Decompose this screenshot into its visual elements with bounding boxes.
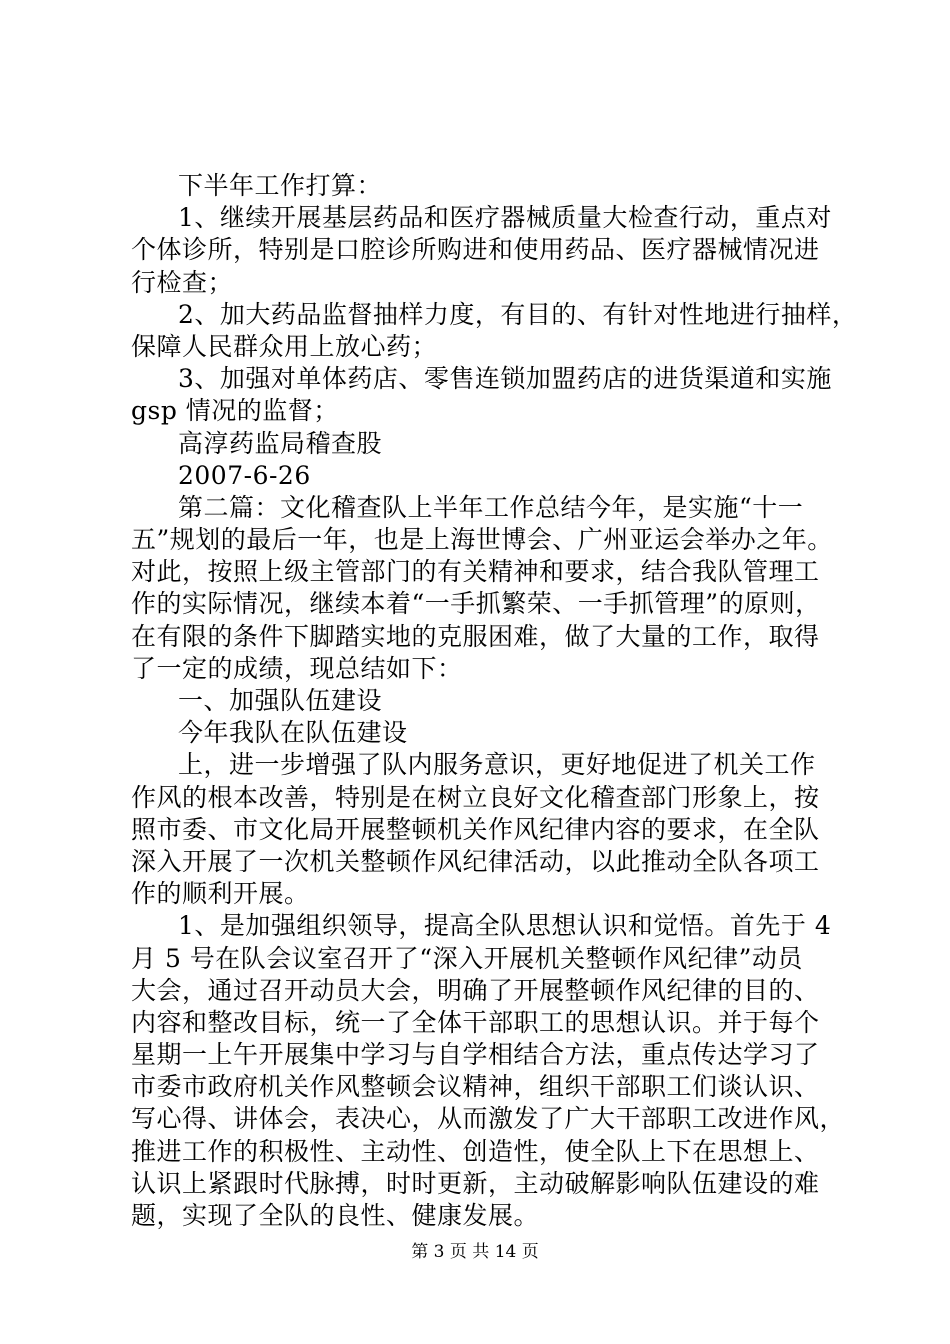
paragraph-line: 深入开展了一次机关整顿作风纪律活动，以此推动全队各项工 [131,846,820,876]
paragraph-line: 照市委、市文化局开展整顿机关作风纪律内容的要求，在全队 [131,814,820,844]
date-line: 2007-6-26 [178,460,311,490]
paragraph-line: 内容和整改目标，统一了全体干部职工的思想认识。并于每个 [131,1007,820,1037]
paragraph-line: 对此，按照上级主管部门的有关精神和要求，结合我队管理工 [131,557,820,587]
paragraph-line: 在有限的条件下脚踏实地的克服困难，做了大量的工作，取得 [131,621,820,651]
paragraph-line: 今年我队在队伍建设 [178,718,408,748]
paragraph-line: 了一定的成绩，现总结如下： [131,653,463,683]
document-body [131,170,858,1232]
paragraph-line: 保障人民群众用上放心药； [131,331,438,361]
paragraph-line: 星期一上午开展集中学习与自学相结合方法，重点传达学习了 [131,1040,820,1070]
signature-line: 高淳药监局稽查股 [178,428,383,458]
paragraph-line: 2、加大药品监督抽样力度，有目的、有针对性地进行抽样， [178,299,858,329]
paragraph-line: 3、加强对单体药店、零售连锁加盟药店的进货渠道和实施 [178,364,832,394]
paragraph-line: 大会，通过召开动员大会，明确了开展整顿作风纪律的目的、 [131,975,820,1005]
paragraph-line: 推进工作的积极性、主动性、创造性，使全队上下在思想上、 [131,1136,820,1166]
paragraph-line: 写心得、讲体会，表决心，从而激发了广大干部职工改进作风， [131,1104,846,1134]
paragraph-line: 第二篇：文化稽查队上半年工作总结今年，是实施“十一 [178,492,804,522]
paragraph-line: 认识上紧跟时代脉搏，时时更新，主动破解影响队伍建设的难 [131,1168,820,1198]
paragraph-line: 市委市政府机关作风整顿会议精神，组织干部职工们谈认识、 [131,1072,820,1102]
paragraph-line: 五”规划的最后一年，也是上海世博会、广州亚运会举办之年。 [131,525,833,555]
section-heading: 下半年工作打算： [178,171,383,200]
paragraph-line: 1、继续开展基层药品和医疗器械质量大检查行动，重点对 [178,203,832,233]
paragraph-line: 月 5 号在队会议室召开了“深入开展机关整顿作风纪律”动员 [131,943,803,973]
paragraph-line: 行检查； [131,267,234,297]
section-heading: 一、加强队伍建设 [178,686,383,715]
paragraph-line: 作风的根本改善，特别是在树立良好文化稽查部门形象上，按 [131,782,820,812]
page-number-footer: 第 3 页 共 14 页 [411,1242,539,1262]
paragraph-line: 上，进一步增强了队内服务意识，更好地促进了机关工作 [178,750,816,780]
paragraph-line: 作的顺利开展。 [131,879,310,909]
paragraph-line: gsp 情况的监督； [131,396,339,426]
paragraph-line: 个体诊所，特别是口腔诊所购进和使用药品、医疗器械情况进 [131,235,820,265]
paragraph-line: 作的实际情况，继续本着“一手抓繁荣、一手抓管理”的原则， [131,589,821,619]
paragraph-line: 1、是加强组织领导，提高全队思想认识和觉悟。首先于 4 [178,911,832,941]
paragraph-line: 题，实现了全队的良性、健康发展。 [131,1201,540,1230]
